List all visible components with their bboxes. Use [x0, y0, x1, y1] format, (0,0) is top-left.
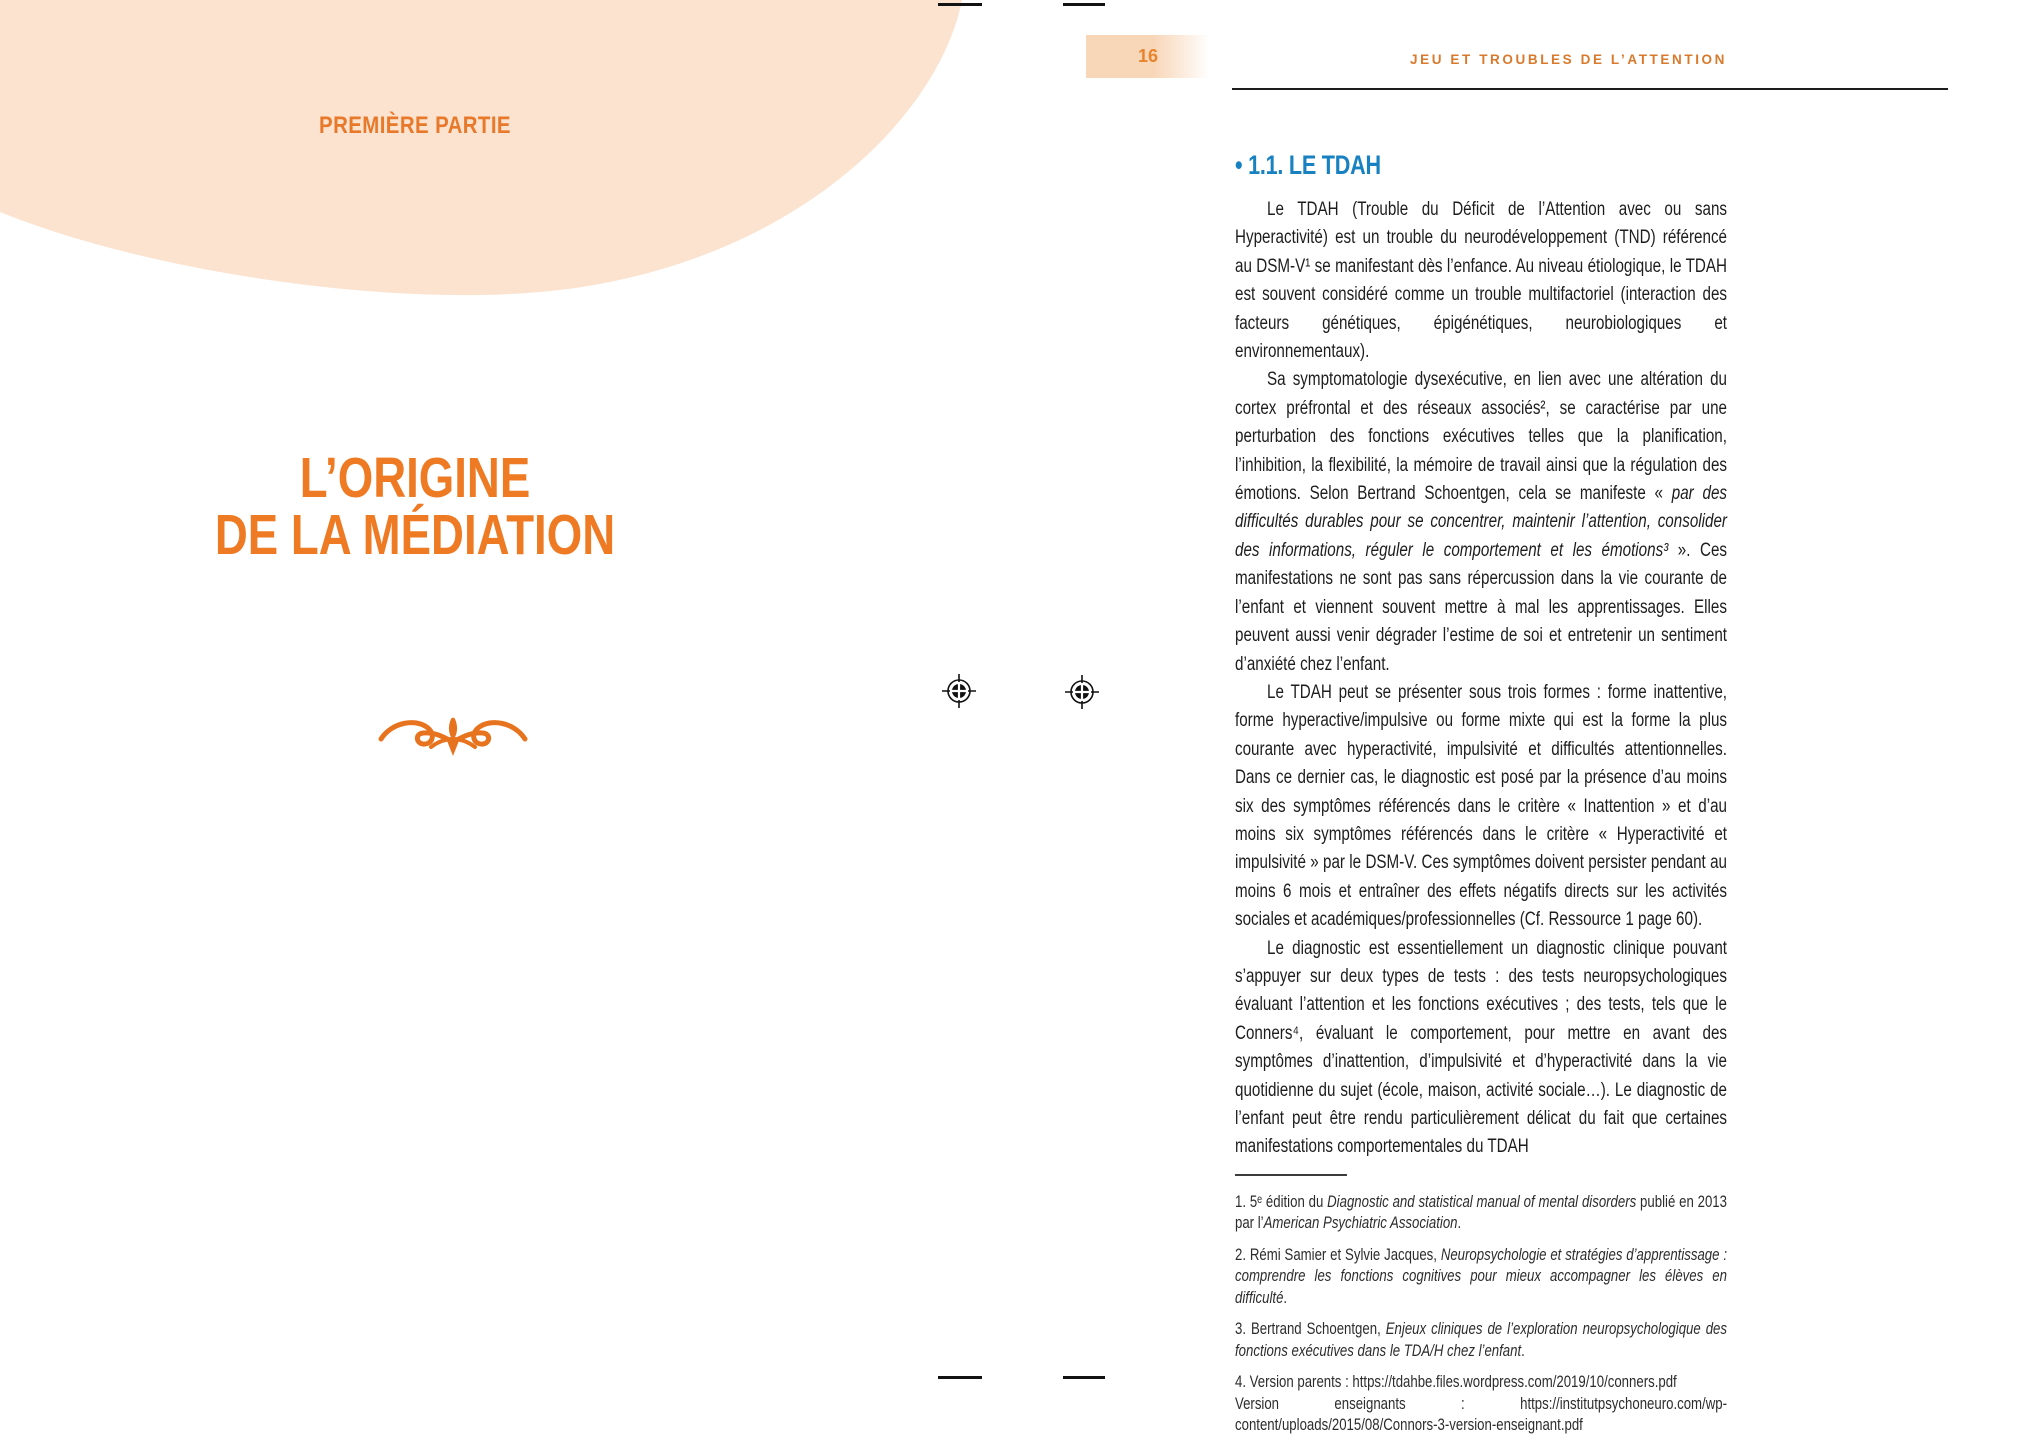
crop-mark-bottom-left [938, 1376, 982, 1379]
text-column [1235, 150, 1727, 1447]
footnote-1-text: 1. 5ᵉ édition du [1235, 1192, 1328, 1211]
footnote-3-text: 3. Bertrand Schoentgen, [1235, 1320, 1386, 1339]
footnote-2-text: . [1283, 1288, 1288, 1307]
crop-mark-top-left [938, 3, 982, 6]
flourish-ornament-icon [378, 712, 528, 760]
footnote-4 [1235, 1372, 1727, 1437]
footnote-separator [1235, 1174, 1347, 1176]
registration-target-icon [1064, 674, 1100, 710]
footnote-2 [1235, 1245, 1727, 1310]
part-title-line2: DE LA MÉDIATION [214, 503, 616, 567]
part-label: PREMIÈRE PARTIE [319, 112, 511, 139]
footnote-3-text: . [1521, 1341, 1525, 1360]
part-title [175, 446, 655, 567]
footnote-2-title: Neuropsychologie et stratégies d’apprentissage : comprendre les fonctions cognitives pour mieux accompagner les élèves en difficulté [1235, 1245, 1727, 1307]
crop-mark-top-right [1063, 3, 1105, 6]
registration-target-icon [941, 673, 977, 709]
footnote-3 [1235, 1319, 1727, 1362]
footnote-4-url-teachers: Version enseignants : https://institutpsychoneuro.com/wp-content/uploads/2015/08/Connors-3-version-enseignant.pdf [1235, 1394, 1727, 1435]
body-paragraph-1: Le TDAH (Trouble du Déficit de l’Attention avec ou sans Hyperactivité) est un trouble du neurodéveloppement (TND) référencé au DSM-V¹ se manifestant dès l’enfance. Au niveau étiologique, le TDAH est souvent considéré comme un trouble multifactoriel (interaction des facteurs génétiques, épigénétiques, neurobiologiques et environnementaux). [1235, 199, 1727, 363]
body-paragraph-2 [1235, 366, 1727, 678]
footnote-2-text: 2. Rémi Samier et Sylvie Jacques, [1235, 1245, 1441, 1264]
crop-mark-bottom-right [1063, 1376, 1105, 1379]
paragraph-2-quote: par des difficultés durables pour se concentrer, maintenir l’attention, consolider des informations, réguler le comportement et les émotions³ [1235, 483, 1727, 561]
footnotes [1235, 1192, 1727, 1437]
footnote-3-title: Enjeux cliniques de l’exploration neuropsychologique des fonctions exécutives dans le TDA/H chez l’enfant [1235, 1320, 1727, 1360]
body-paragraph-4: Le diagnostic est essentiellement un diagnostic clinique pouvant s’appuyer sur deux types de tests : des tests neuropsychologiques évaluant l’attention et les fonctions exécutives ; des tests, tels que le Conners⁴, évaluant le comportement, pour mettre en avant des symptômes d’inattention, d’impulsivité et d’hyperactivité dans la vie quotidienne du sujet (école, maison, activité sociale…). Le diagnostic de l’enfant peut être rendu particulièrement délicat du fait que certaines manifestations comportementales du TDAH [1235, 937, 1727, 1158]
body-paragraph-3: Le TDAH peut se présenter sous trois formes : forme inattentive, forme hyperactive/impulsive ou forme mixte qui est la forme la plus courante avec hyperactivité, impulsivité et difficultés attentionnelles. Dans ce dernier cas, le diagnostic est posé par la présence d’au moins six des symptômes référencés dans le critère « Inattention » et d’au moins six symptômes référencés dans le critère « Hyperactivité et impulsivité » par le DSM-V. Ces symptômes doivent persister pendant au moins 6 mois et entraîner des effets négatifs directs sur les activités sociales et académiques/professionnelles (Cf. Ressource 1 page 60). [1235, 681, 1727, 931]
footnote-4-url-parents: 4. Version parents : https://tdahbe.files.wordpress.com/2019/10/conners.pdf [1235, 1373, 1677, 1392]
paragraph-2-tail: ». Ces manifestations ne sont pas sans répercussion dans la vie courante de l’enfant et viennent souvent mettre à mal les apprentissages. Elles peuvent aussi venir dégrader l’estime de soi et entretenir un sentiment d’anxiété chez l’enfant. [1235, 539, 1727, 675]
footnote-1-title: American Psychiatric Association [1263, 1214, 1458, 1233]
part-title-line1: L’ORIGINE [299, 446, 531, 510]
section-heading: • 1.1. LE TDAH [1235, 150, 1381, 180]
running-head: JEU ET TROUBLES DE L’ATTENTION [1409, 52, 1727, 67]
footnote-1-text: publié en 2013 par l’ [1235, 1192, 1727, 1233]
page-number: 16 [1137, 46, 1159, 66]
footnote-1-text: . [1457, 1214, 1462, 1233]
peach-blob-shape [0, 0, 980, 300]
paragraph-2-lead: Sa symptomatologie dysexécutive, en lien avec une altération du cortex préfrontal et des réseaux associés², se caractérise par une perturbation des fonctions exécutives telles que la planification, l’inhibition, la flexibilité, la mémoire de travail ainsi que la régulation des émotions. Selon Bertrand Schoentgen, cela se manifeste « [1235, 369, 1727, 505]
footnote-1 [1235, 1192, 1727, 1235]
page-number-badge [1086, 35, 1210, 78]
header-rule [1232, 88, 1948, 90]
footnote-1-title: Diagnostic and statistical manual of mental disorders [1327, 1192, 1637, 1211]
